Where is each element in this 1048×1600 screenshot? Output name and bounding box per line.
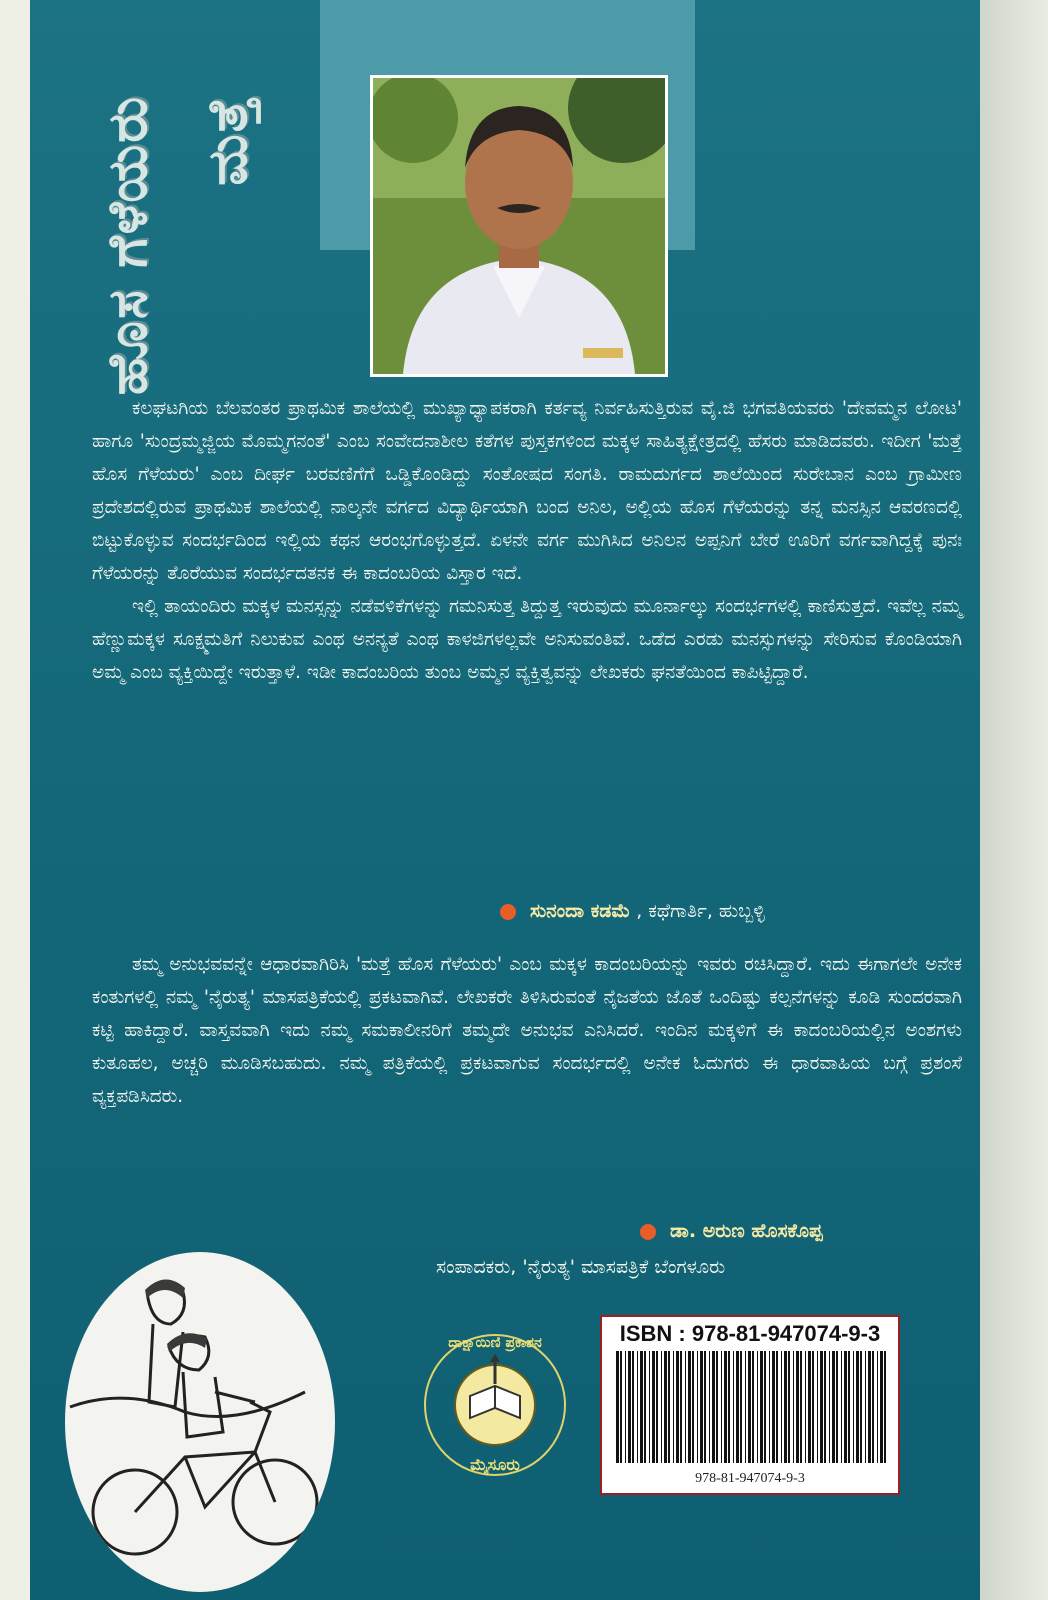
blurb-1-paragraph-2: ಇಲ್ಲಿ ತಾಯಂದಿರು ಮಕ್ಕಳ ಮನಸ್ಸನ್ನು ನಡೆವಳಿಕೆಗಳನ್ನು ಗಮನಿಸುತ್ತ ತಿದ್ದುತ್ತ ಇರುವುದು ಮೂರ್ನಾಲ್ಕು ಸಂದರ್ಭಗಳಲ್ಲಿ ಕಾಣಿಸುತ್ತದೆ. ಇವೆಲ್ಲ ನಮ್ಮ ಹೆಣ್ಣುಮಕ್ಕಳ ಸೂಕ್ಷ್ಮಮತಿಗೆ ನಿಲುಕುವ ಎಂಥ ಅನನ್ಯತೆ ಎಂಥ ಕಾಳಜಿಗಳಲ್ಲವೇ ಅನಿಸುವಂತಿವೆ. ಒಡೆದ ಎರಡು ಮನಸ್ಸುಗಳನ್ನು ಸೇರಿಸುವ ಕೊಂಡಿಯಾಗಿ ಅಮ್ಮ ಎಂಬ ವ್ಯಕ್ತಿಯಿದ್ದೇ ಇರುತ್ತಾಳೆ. ಇಡೀ ಕಾದಂಬರಿಯ ತುಂಬ ಅಮ್ಮನ ವ್ಯಕ್ತಿತ್ವವನ್ನು ಲೇಖಕರು ಘನತೆಯಿಂದ ಕಾಪಿಟ್ಟಿದ್ದಾರೆ. xyxy=(92,596,962,683)
barcode-bar xyxy=(784,1351,787,1463)
barcode-bar xyxy=(644,1351,646,1463)
barcode-bar xyxy=(668,1351,670,1463)
barcode-bar xyxy=(661,1351,662,1463)
barcode-bar xyxy=(664,1351,667,1463)
barcode-bar xyxy=(805,1351,806,1463)
barcode-bar xyxy=(652,1351,655,1463)
barcode-bar xyxy=(764,1351,766,1463)
barcode-bar xyxy=(848,1351,850,1463)
barcode-bar xyxy=(733,1351,734,1463)
barcode-bar xyxy=(712,1351,715,1463)
barcode-bar xyxy=(748,1351,751,1463)
barcode-bar xyxy=(880,1351,883,1463)
barcode-bar xyxy=(812,1351,814,1463)
barcode-bar xyxy=(676,1351,679,1463)
barcode-bar xyxy=(628,1351,631,1463)
publisher-city: ಮೈಸೂರು xyxy=(470,1455,520,1474)
barcode-bar xyxy=(724,1351,727,1463)
barcode-bar xyxy=(620,1351,622,1463)
book-title-line-1: ಮತ್ತೆ xyxy=(196,95,259,186)
signature-2-details: ಸಂಪಾದಕರು, 'ನೈರುತ್ಯ' ಮಾಸಪತ್ರಿಕೆ ಬೆಂಗಳೂರು xyxy=(436,1256,726,1278)
barcode-bar xyxy=(808,1351,811,1463)
barcode-bar xyxy=(841,1351,842,1463)
barcode-bar xyxy=(728,1351,730,1463)
barcode-bar xyxy=(820,1351,823,1463)
barcode-bar xyxy=(673,1351,674,1463)
isbn-barcode-label xyxy=(600,1315,900,1495)
barcode-bar xyxy=(700,1351,703,1463)
barcode-bar xyxy=(836,1351,838,1463)
signature-1-name: ಸುನಂದಾ ಕಡಮೆ xyxy=(530,900,631,922)
barcode-bar xyxy=(872,1351,874,1463)
book-spine-edge xyxy=(980,0,1048,1600)
barcode-bar xyxy=(860,1351,862,1463)
bullet-dot-icon xyxy=(500,904,516,920)
book-title-line-2: ಹೊಸ ಗೆಳೆಯರು xyxy=(96,95,159,396)
publisher-name: ದಾಕ್ಷಾಯಿಣಿ ಪ್ರಕಾಶನ xyxy=(448,1335,542,1351)
barcode-bar xyxy=(788,1351,790,1463)
publisher-emblem-icon xyxy=(420,1330,570,1480)
signature-2-name: ಡಾ. ಅರುಣ ಹೊಸಕೊಪ್ಪ xyxy=(670,1220,823,1242)
barcode-bar xyxy=(781,1351,782,1463)
barcode-bar xyxy=(709,1351,710,1463)
barcode-bar xyxy=(740,1351,742,1463)
barcode-bar xyxy=(877,1351,878,1463)
barcode-bar xyxy=(757,1351,758,1463)
barcode-bar xyxy=(824,1351,826,1463)
barcode-bar xyxy=(616,1351,619,1463)
barcode-bar xyxy=(800,1351,802,1463)
barcode-bar xyxy=(625,1351,626,1463)
barcode-bar xyxy=(868,1351,871,1463)
children-on-bicycle-drawing xyxy=(65,1252,335,1592)
signature-1-details: , ಕಥೆಗಾರ್ತಿ, ಹುಬ್ಬಳ್ಳಿ xyxy=(636,900,765,922)
barcode-bar xyxy=(832,1351,835,1463)
barcode-icon xyxy=(616,1351,886,1463)
blurb-2-paragraph-1: ತಮ್ಮ ಅನುಭವವನ್ನೇ ಆಧಾರವಾಗಿರಿಸಿ 'ಮತ್ತೆ ಹೊಸ ಗೆಳೆಯರು' ಎಂಬ ಮಕ್ಕಳ ಕಾದಂಬರಿಯನ್ನು ಇವರು ರಚಿಸಿದ್ದಾರೆ. ಇದು ಈಗಾಗಲೇ ಅನೇಕ ಕಂತುಗಳಲ್ಲಿ ನಮ್ಮ 'ನೈರುತ್ಯ' ಮಾಸಪತ್ರಿಕೆಯಲ್ಲಿ ಪ್ರಕಟವಾಗಿವೆ. ಲೇಖಕರೇ ತಿಳಿಸಿರುವಂತೆ ನೈಜತೆಯ ಜೊತೆ ಒಂದಿಷ್ಟು ಕಲ್ಪನೆಗಳನ್ನು ಕೂಡಿ ಸುಂದರವಾಗಿ ಕಟ್ಟಿ ಹಾಕಿದ್ದಾರೆ. ವಾಸ್ತವವಾಗಿ ಇದು ನಮ್ಮ ಸಮಕಾಲೀನರಿಗೆ ತಮ್ಮದೇ ಅನುಭವ ಎನಿಸಿದರೆ. ಇಂದಿನ ಮಕ್ಕಳಿಗೆ ಈ ಕಾದಂಬರಿಯಲ್ಲಿನ ಅಂಶಗಳು ಕುತೂಹಲ, ಅಚ್ಚರಿ ಮೂಡಿಸಬಹುದು. ನಮ್ಮ ಪತ್ರಿಕೆಯಲ್ಲಿ ಪ್ರಕಟವಾಗುವ ಸಂದರ್ಭದಲ್ಲಿ ಅನೇಕ ಓದುಗರು ಈ ಧಾರವಾಹಿಯ ಬಗ್ಗೆ ಪ್ರಶಂಸೆ ವ್ಯಕ್ತಪಡಿಸಿದರು. xyxy=(92,954,962,1107)
blurb-1-paragraph-1: ಕಲಘಟಗಿಯ ಬೆಲವಂತರ ಪ್ರಾಥಮಿಕ ಶಾಲೆಯಲ್ಲಿ ಮುಖ್ಯಾಧ್ಯಾಪಕರಾಗಿ ಕರ್ತವ್ಯ ನಿರ್ವಹಿಸುತ್ತಿರುವ ವೈ.ಜಿ ಭಗವತಿಯವರು 'ದೇವಮ್ಮನ ಲೋಟ' ಹಾಗೂ 'ಸುಂದ್ರಮ್ಮಜ್ಜಿಯ ಮೊಮ್ಮಗನಂತೆ' ಎಂಬ ಸಂವೇದನಾಶೀಲ ಕತೆಗಳ ಪುಸ್ತಕಗಳಿಂದ ಮಕ್ಕಳ ಸಾಹಿತ್ಯಕ್ಷೇತ್ರದಲ್ಲಿ ಹೆಸರು ಮಾಡಿದವರು. ಇದೀಗ 'ಮತ್ತೆ ಹೊಸ ಗೆಳೆಯರು' ಎಂಬ ದೀರ್ಘ ಬರವಣಿಗೆಗೆ ಒಡ್ಡಿಕೊಂಡಿದ್ದು ಸಂತೋಷದ ಸಂಗತಿ. ರಾಮದುರ್ಗದ ಶಾಲೆಯಿಂದ ಸುರೇಬಾನ ಎಂಬ ಗ್ರಾಮೀಣ ಪ್ರದೇಶದಲ್ಲಿರುವ ಪ್ರಾಥಮಿಕ ಶಾಲೆಯಲ್ಲಿ ನಾಲ್ಕನೇ ವರ್ಗದ ವಿದ್ಯಾರ್ಥಿಯಾಗಿ ಬಂದ ಅನಿಲ, ಅಲ್ಲಿಯ ಹೊಸ ಗೆಳೆಯರನ್ನು ತನ್ನ ಮನಸ್ಸಿನ ಆವರಣದಲ್ಲಿ ಬಿಟ್ಟುಕೊಳ್ಳುವ ಸಂದರ್ಭದಿಂದ ಇಲ್ಲಿಯ ಕಥನ ಆರಂಭಗೊಳ್ಳುತ್ತದೆ. ಏಳನೇ ವರ್ಗ ಮುಗಿಸಿದ ಅನಿಲನ ಅಪ್ಪನಿಗೆ ಬೇರೆ ಊರಿಗೆ ವರ್ಗವಾಗಿದ್ದಕ್ಕೆ ಪುನಃ ಗೆಳೆಯರನ್ನು ತೊರೆಯುವ ಸಂದರ್ಭದತನಕ ಈ ಕಾದಂಬರಿಯ ವಿಸ್ತಾರ ಇದೆ. xyxy=(92,398,962,584)
barcode-bar xyxy=(685,1351,686,1463)
barcode-bar xyxy=(704,1351,706,1463)
barcode-bar xyxy=(688,1351,691,1463)
blurb-section-1 xyxy=(92,392,962,689)
barcode-bar xyxy=(721,1351,722,1463)
barcode-bar xyxy=(817,1351,818,1463)
author-portrait-image xyxy=(373,78,665,374)
barcode-bar xyxy=(865,1351,866,1463)
barcode-bar xyxy=(760,1351,763,1463)
barcode-bar xyxy=(853,1351,854,1463)
isbn-label: ISBN : 978-81-947074-9-3 xyxy=(619,1321,881,1346)
barcode-bar xyxy=(697,1351,698,1463)
isbn-barcode-number: 978-81-947074-9-3 xyxy=(695,1471,805,1486)
author-photo xyxy=(370,75,668,377)
barcode-bar xyxy=(692,1351,694,1463)
blurb-section-2 xyxy=(92,948,962,1113)
signature-1 xyxy=(500,900,765,922)
barcode-bar xyxy=(680,1351,682,1463)
barcode-bar xyxy=(649,1351,650,1463)
barcode-bar xyxy=(796,1351,799,1463)
barcode-bar xyxy=(752,1351,754,1463)
barcode-bar xyxy=(856,1351,859,1463)
barcode-bar xyxy=(793,1351,794,1463)
barcode-bar xyxy=(745,1351,746,1463)
publisher-logo xyxy=(420,1330,570,1480)
barcode-bar xyxy=(776,1351,778,1463)
barcode-bar xyxy=(632,1351,634,1463)
barcode-bar xyxy=(844,1351,847,1463)
bicycle-illustration xyxy=(65,1252,335,1592)
barcode-bar xyxy=(637,1351,638,1463)
bullet-dot-icon xyxy=(640,1224,656,1240)
barcode-bar xyxy=(736,1351,739,1463)
barcode-bar xyxy=(716,1351,718,1463)
barcode-bar xyxy=(772,1351,775,1463)
barcode-bar xyxy=(884,1351,886,1463)
barcode-bar xyxy=(656,1351,658,1463)
barcode-bar xyxy=(829,1351,830,1463)
barcode-bar xyxy=(769,1351,770,1463)
barcode-bar xyxy=(640,1351,643,1463)
signature-2-name-line xyxy=(640,1220,823,1242)
